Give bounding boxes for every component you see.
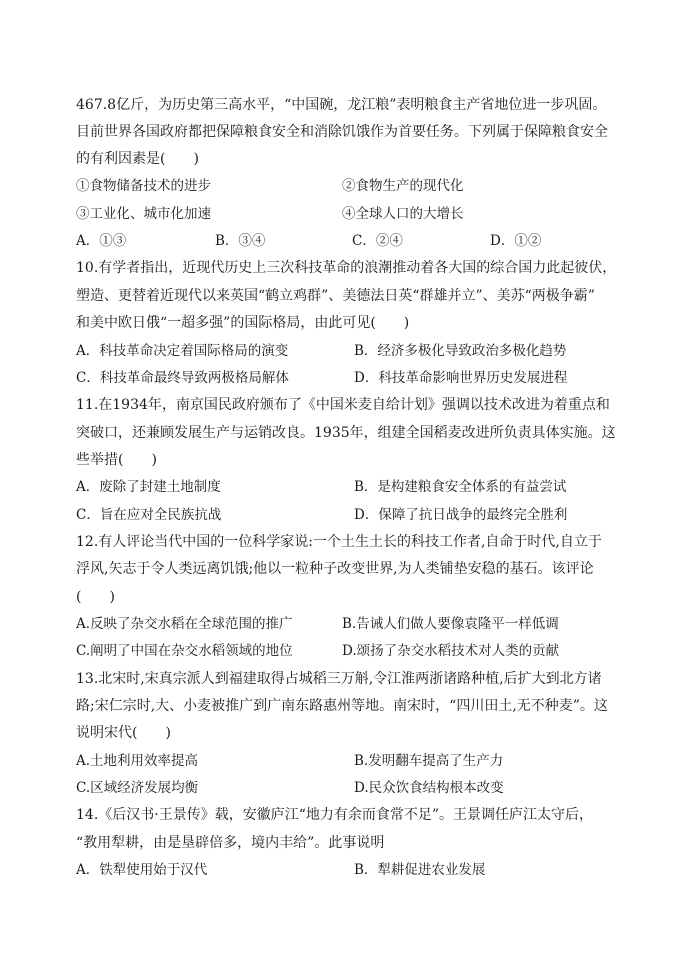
text-line: ( )	[76, 589, 115, 605]
question-12: 12.有人评论当代中国的一位科学家说:一个土生土长的科技工作者,自命于时代,自立于	[76, 534, 602, 550]
option-b: B.告诫人们做人要像袁隆平一样低调	[342, 616, 559, 632]
option-b: B．犁耕促进农业发展	[354, 862, 486, 878]
statement-1: ①食物储备技术的进步	[76, 178, 211, 194]
option-c: C．②④	[352, 233, 403, 249]
option-a: A.土地利用效率提高	[76, 753, 199, 769]
option-d: D．①②	[490, 233, 542, 249]
option-b: B．是构建粮食安全体系的有益尝试	[354, 479, 567, 495]
option-a: A．废除了封建土地制度	[76, 479, 221, 495]
option-c: C.阐明了中国在杂交水稻领域的地位	[76, 643, 293, 659]
text-line: “教用犁耕，由是垦辟倍多，境内丰给”。此事说明	[76, 835, 385, 851]
text-line: 路;宋仁宗时,大、小麦被推广到广南东路惠州等地。南宋时，“四川田土,无不种麦”。这	[76, 698, 608, 714]
option-b: B．经济多极化导致政治多极化趋势	[354, 343, 567, 359]
option-d: D.民众饮食结构根本改变	[354, 780, 504, 796]
text-line: 突破口，还兼顾发展生产与运销改良。1935年，组建全国稻麦改进所负责具体实施。这	[76, 425, 616, 441]
text-line: 和美中欧日俄“一超多强”的国际格局，由此可见( )	[76, 315, 410, 331]
option-a: A．科技革命决定着国际格局的演变	[76, 343, 289, 359]
text-line: 的有利因素是( )	[76, 151, 199, 167]
option-c: C．科技革命最终导致两极格局解体	[76, 370, 289, 386]
option-c: C.区域经济发展均衡	[76, 780, 199, 796]
question-14: 14.《后汉书·王景传》载，安徽庐江“地力有余而食常不足”。王景调任庐江太守后，	[76, 807, 594, 823]
option-a: A.反映了杂交水稻在全球范围的推广	[76, 616, 293, 632]
option-a: A．铁犁使用始于汉代	[76, 862, 208, 878]
statement-3: ③工业化、城市化加速	[76, 206, 211, 222]
option-b: B.发明翻车提高了生产力	[354, 753, 504, 769]
question-11: 11.在1934年，南京国民政府颁布了《中国米麦自给计划》强调以技术改进为着重点和	[76, 397, 610, 413]
question-13: 13.北宋时,宋真宗派人到福建取得占城稻三万斛,令江淮两浙诸路种植,后扩大到北方诸	[76, 671, 602, 687]
option-a: A．①③	[76, 233, 127, 249]
text-line: 些举措( )	[76, 452, 157, 468]
text-line: 467.8亿斤，为历史第三高水平，“中国碗，龙江粮”表明粮食主产省地位进一步巩固。	[76, 97, 607, 113]
statement-4: ④全球人口的大增长	[342, 206, 464, 222]
text-line: 塑造、更替着近现代以来英国“鹤立鸡群”、美德法日英“群雄并立”、美苏“两极争霸”	[76, 288, 595, 304]
option-d: D．科技革命影响世界历史发展进程	[354, 370, 568, 386]
text-line: 目前世界各国政府都把保障粮食安全和消除饥饿作为首要任务。下列属于保障粮食安全	[76, 124, 608, 140]
question-10: 10.有学者指出，近现代历史上三次科技革命的浪潮推动着各大国的综合国力此起彼伏，	[76, 260, 617, 276]
option-d: D．保障了抗日战争的最终完全胜利	[354, 507, 568, 523]
text-line: 浮风,矢志于令人类远离饥饿;他以一粒种子改变世界,为人类铺垫安稳的基石。该评论	[76, 561, 594, 577]
statement-2: ②食物生产的现代化	[342, 178, 464, 194]
option-b: B．③④	[215, 233, 266, 249]
option-c: C．旨在应对全民族抗战	[76, 507, 222, 523]
option-d: D.颂扬了杂交水稻技术对人类的贡献	[342, 643, 560, 659]
text-line: 说明宋代( )	[76, 725, 171, 741]
